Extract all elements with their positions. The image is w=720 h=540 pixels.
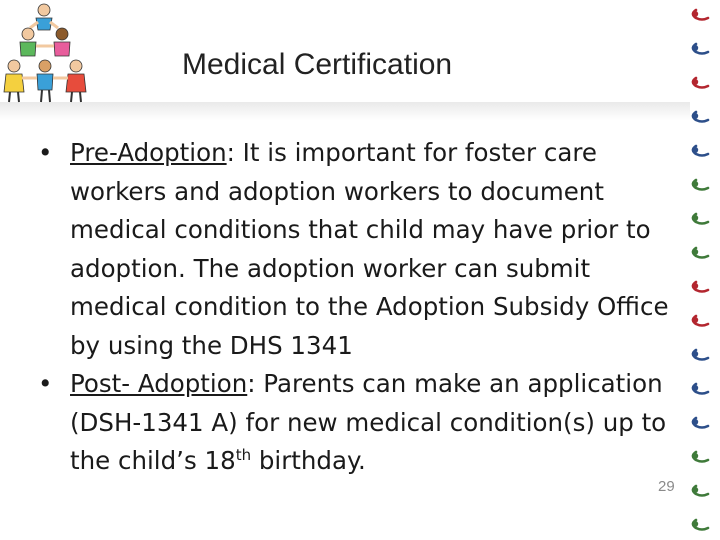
title-band-shadow xyxy=(0,102,690,120)
bullet-pre-adoption xyxy=(38,134,678,365)
bullet-label: Post- Adoption xyxy=(70,369,248,398)
page-number: 29 xyxy=(658,478,675,495)
bullet-post-adoption xyxy=(38,365,678,481)
swirl-border-decoration-icon xyxy=(686,0,720,540)
children-pyramid-clipart-icon xyxy=(0,0,95,105)
bullet-label: Pre-Adoption xyxy=(70,138,227,167)
slide-title: Medical Certification xyxy=(182,48,453,81)
bullet-list xyxy=(38,134,678,481)
bullet-symbol: • xyxy=(38,138,53,167)
bullet-text-end: birthday. xyxy=(251,446,366,475)
bullet-symbol: • xyxy=(38,369,53,398)
bullet-text: : Parents can make an application (DSH-1341 A) for new medical condition(s) up to the child’s 18 xyxy=(70,369,667,475)
ordinal-superscript: th xyxy=(235,445,252,464)
bullet-text: : It is important for foster care workers and adoption workers to document medical conditions that child may have prior to adoption. The adoption worker can submit medical condition to the Adoption Subsidy Office by using the DHS 1341 xyxy=(70,138,669,360)
